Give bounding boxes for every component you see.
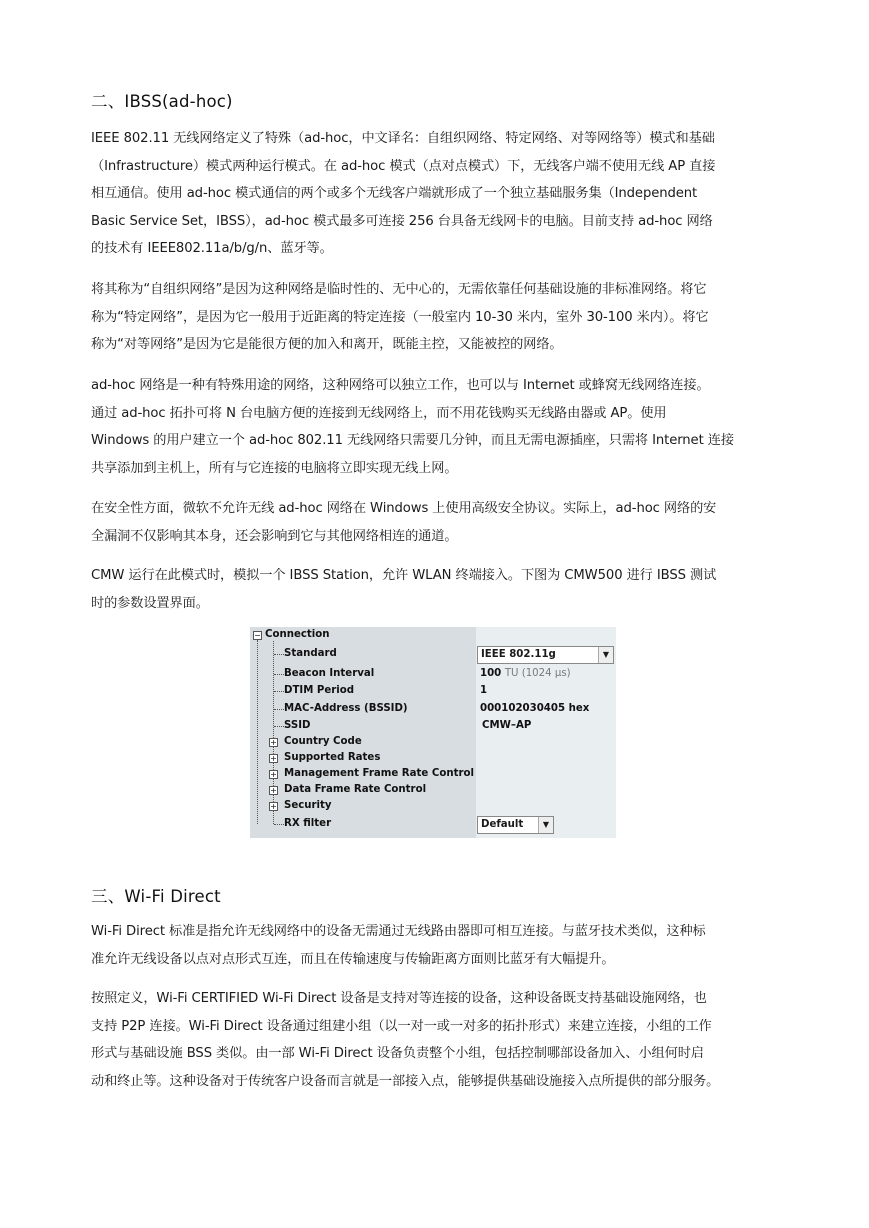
tree-connector: [274, 674, 284, 675]
tree-node-data-frame-rate[interactable]: Data Frame Rate Control: [284, 784, 427, 795]
expand-icon[interactable]: +: [270, 754, 277, 763]
text-line: 相互通信。使用 ad-hoc 模式通信的两个或多个无线客户端就形成了一个独立基础服务集（Independent: [91, 186, 698, 201]
tree-connector: [274, 654, 284, 655]
text-line: Basic Service Set，IBSS），ad-hoc 模式最多可连接 256 台具备无线网卡的电脑。目前支持 ad-hoc 网络: [91, 213, 713, 229]
standard-value: IEEE 802.11g: [481, 649, 556, 660]
text-line: 准允许无线设备以点对点形式互连，而且在传输速度与传输距离方面则比蓝牙有大幅提升。: [91, 951, 615, 967]
chevron-down-icon[interactable]: ▼: [598, 647, 613, 663]
text-line: 时的参数设置界面。: [91, 595, 209, 611]
collapse-icon[interactable]: −: [254, 631, 261, 640]
tree-node-mac-address[interactable]: MAC-Address (BSSID): [284, 703, 408, 714]
tree-node-management-frame-rate[interactable]: Management Frame Rate Control: [284, 768, 474, 779]
paragraph-security: [91, 495, 791, 550]
paragraph-usage: [91, 372, 791, 482]
paragraph-ibss-intro: [91, 125, 791, 263]
tree-node-connection[interactable]: Connection: [265, 629, 330, 640]
tree-node-country-code[interactable]: Country Code: [284, 736, 362, 747]
tree-node-security[interactable]: Security: [284, 800, 332, 811]
paragraph-wifi-direct-definition: [91, 985, 791, 1095]
rx-filter-select[interactable]: [477, 816, 554, 834]
text-line: Wi-Fi Direct 标准是指允许无线网络中的设备无需通过无线路由器即可相互连接。与蓝牙技术类似，这种标: [91, 924, 706, 939]
text-line: 形式与基础设施 BSS 类似。由一部 Wi-Fi Direct 设备负责整个小组，包括控制哪部设备加入、小组何时启: [91, 1046, 704, 1061]
text-line: 的技术有 IEEE802.11a/b/g/n、蓝牙等。: [91, 241, 333, 256]
text-line: 全漏洞不仅影响其本身，还会影响到它与其他网络相连的通道。: [91, 528, 458, 544]
text-line: 动和终止等。这种设备对于传统客户设备而言就是一部接入点，能够提供基础设施接入点所提供的部分服务。: [91, 1073, 720, 1089]
section-heading-ibss: 二、IBSS(ad-hoc): [91, 92, 233, 111]
text-line: 称为“对等网络”是因为它是能很方便的加入和离开，既能主控，又能被控的网络。: [91, 337, 563, 352]
tree-connector: [274, 726, 284, 727]
ssid-value[interactable]: CMW–AP: [482, 720, 532, 731]
tree-connector: [274, 709, 284, 710]
tree-node-ssid[interactable]: SSID: [284, 720, 311, 731]
text-line: CMW 运行在此模式时，模拟一个 IBSS Station，允许 WLAN 终端接入。下图为 CMW500 进行 IBSS 测试: [91, 568, 717, 583]
tree-connector: [273, 641, 274, 824]
text-line: （Infrastructure）模式两种运行模式。在 ad-hoc 模式（点对点模式）下，无线客户端不使用无线 AP 直接: [91, 158, 716, 174]
tree-node-dtim-period[interactable]: DTIM Period: [284, 685, 355, 696]
mac-address-value[interactable]: [480, 701, 589, 717]
text-line: 支持 P2P 连接。Wi-Fi Direct 设备通过组建小组（以一对一或一对多的拓扑形式）来建立连接，小组的工作: [91, 1018, 712, 1034]
expand-icon[interactable]: +: [270, 738, 277, 747]
connection-settings-panel: [250, 627, 616, 838]
section-heading-wifi-direct: 三、Wi-Fi Direct: [91, 887, 221, 906]
tree-connector: [257, 640, 258, 824]
beacon-interval-value[interactable]: [480, 666, 571, 682]
rx-filter-value: Default: [481, 819, 524, 830]
expand-icon[interactable]: +: [270, 770, 277, 779]
standard-select[interactable]: [477, 646, 614, 664]
paragraph-cmw: [91, 562, 791, 617]
tree-node-supported-rates[interactable]: Supported Rates: [284, 752, 381, 763]
mac-address-unit: hex: [568, 703, 590, 714]
text-line: ad-hoc 网络是一种有特殊用途的网络，这种网络可以独立工作，也可以与 Internet 或蜂窝无线网络连接。: [91, 378, 710, 393]
paragraph-wifi-direct-intro: [91, 918, 791, 973]
expand-icon[interactable]: +: [270, 802, 277, 811]
paragraph-naming: [91, 276, 791, 359]
text-line: IEEE 802.11 无线网络定义了特殊（ad-hoc，中文译名：自组织网络、特定网络、对等网络等）模式和基础: [91, 131, 715, 146]
tree-node-standard[interactable]: Standard: [284, 648, 337, 659]
chevron-down-icon[interactable]: ▼: [538, 817, 553, 833]
tree-node-beacon-interval[interactable]: Beacon Interval: [284, 668, 375, 679]
tree-node-rx-filter[interactable]: RX filter: [284, 818, 332, 829]
beacon-interval-number: 100: [480, 668, 502, 679]
settings-tree: [250, 627, 476, 838]
tree-connector: [274, 691, 284, 692]
beacon-interval-unit: TU (1024 µs): [504, 668, 571, 679]
text-line: 按照定义，Wi-Fi CERTIFIED Wi-Fi Direct 设备是支持对等连接的设备，这种设备既支持基础设施网络，也: [91, 991, 707, 1006]
text-line: 在安全性方面，微软不允许无线 ad-hoc 网络在 Windows 上使用高级安全协议。实际上，ad-hoc 网络的安: [91, 501, 717, 516]
dtim-period-value[interactable]: 1: [480, 685, 488, 696]
text-line: Windows 的用户建立一个 ad-hoc 802.11 无线网络只需要几分钟，而且无需电源插座，只需将 Internet 连接: [91, 433, 734, 448]
mac-address-number: 000102030405: [480, 703, 566, 714]
expand-icon[interactable]: +: [270, 786, 277, 795]
text-line: 通过 ad-hoc 拓扑可将 N 台电脑方便的连接到无线网络上，而不用花钱购买无线路由器或 AP。使用: [91, 405, 667, 421]
tree-connector: [274, 824, 284, 825]
text-line: 共享添加到主机上，所有与它连接的电脑将立即实现无线上网。: [91, 460, 458, 476]
text-line: 将其称为“自组织网络”是因为这种网络是临时性的、无中心的，无需依靠任何基础设施的非标准网络。将它: [91, 282, 707, 297]
text-line: 称为“特定网络”，是因为它一般用于近距离的特定连接（一般室内 10-30 米内，室外 30-100 米内）。将它: [91, 309, 709, 325]
